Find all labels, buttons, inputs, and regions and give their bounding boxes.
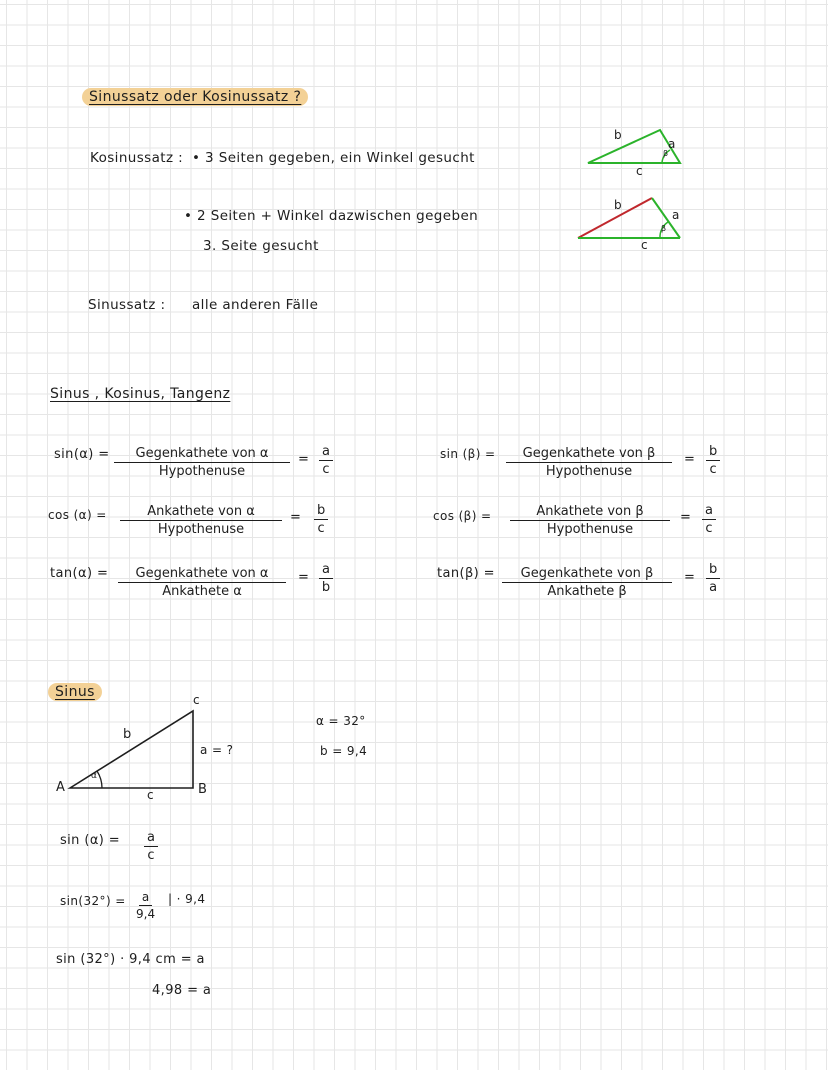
cos-alpha-equals: = (290, 510, 302, 525)
step-1-label: sin (α) = (60, 833, 121, 848)
step-3: sin (32°) · 9,4 cm = a (56, 952, 205, 967)
sinus-triangle-vertex-c: c (193, 693, 200, 707)
sinus-section-title: Sinus (48, 683, 102, 701)
sin-beta-label: sin (β) = (440, 447, 496, 461)
given-b: b = 9,4 (320, 744, 368, 758)
given-alpha: α = 32° (316, 714, 366, 728)
section-2-title: Sinus , Kosinus, Tangenz (50, 386, 231, 402)
cos-alpha-ratio-numerator: b (314, 503, 328, 520)
cos-beta-denominator: Hypothenuse (546, 522, 634, 537)
sin-alpha-denominator: Hypothenuse (158, 464, 246, 479)
sin-alpha-ratio-numerator: a (319, 444, 333, 461)
cos-beta-ratio-numerator: a (702, 503, 716, 520)
step-2-label: sin(32°) = (60, 894, 126, 908)
sinus-triangle-vertex-a: A (56, 780, 66, 795)
triangle-2-label-c: c (641, 238, 648, 252)
sinus-triangle-shape (70, 711, 193, 788)
sinussatz-label: Sinussatz : (88, 297, 166, 313)
step-1-fraction (144, 830, 158, 863)
sinus-triangle-vertex-b: B (198, 782, 208, 797)
kosinussatz-case-2-line-1: • 2 Seiten + Winkel dazwischen gegeben (184, 208, 479, 224)
tan-alpha-label: tan(α) = (50, 566, 109, 581)
kosinussatz-case-1: • 3 Seiten gegeben, ein Winkel gesucht (192, 150, 475, 166)
sin-beta-equals: = (684, 452, 696, 467)
sinus-triangle-side-b: b (123, 727, 132, 742)
tan-beta-label: tan(β) = (437, 566, 495, 581)
page-title: Sinussatz oder Kosinussatz ? (82, 88, 308, 106)
tan-alpha-denominator: Ankathete α (162, 584, 242, 599)
sin-alpha-numerator: Gegenkathete von α (114, 446, 290, 463)
kosinussatz-label: Kosinussatz : (90, 150, 184, 166)
tan-beta-numerator: Gegenkathete von β (502, 566, 672, 583)
kosinussatz-case-2-line-2: 3. Seite gesucht (203, 238, 319, 254)
cos-beta-equals: = (680, 510, 692, 525)
triangle-2-label-b: b (614, 198, 623, 212)
cos-beta-ratio-denominator: c (705, 521, 713, 536)
sin-alpha-equals: = (298, 452, 310, 467)
tan-alpha-equals: = (298, 570, 310, 585)
sin-beta-numerator: Gegenkathete von β (506, 446, 672, 463)
triangle-2-label-a: a (672, 208, 680, 222)
sinus-triangle-side-a: a = ? (200, 743, 234, 757)
sin-alpha-ratio-denominator: c (322, 462, 330, 477)
step-2-denominator: 9,4 (136, 907, 156, 921)
triangle-2-label-beta: β (661, 224, 667, 233)
cos-alpha-ratio-denominator: c (317, 521, 325, 536)
triangle-1-label-c: c (636, 164, 643, 178)
tan-beta-ratio-denominator: a (709, 580, 718, 595)
sin-alpha-label: sin(α) = (54, 447, 110, 462)
cos-alpha-label: cos (α) = (48, 508, 107, 522)
tan-beta-denominator: Ankathete β (547, 584, 627, 599)
sinussatz-text: alle anderen Fälle (192, 297, 319, 313)
sin-beta-denominator: Hypothenuse (545, 464, 633, 479)
tan-alpha-ratio-denominator: b (321, 580, 331, 595)
tan-beta-equals: = (684, 570, 696, 585)
sinus-triangle-alpha: α (91, 771, 98, 781)
step-2-operation: | · 9,4 (168, 892, 206, 906)
sinus-triangle-side-c: c (147, 788, 154, 802)
step-2-numerator: a (139, 890, 152, 906)
sin-beta-ratio-numerator: b (706, 444, 720, 461)
tan-alpha-numerator: Gegenkathete von α (118, 566, 286, 583)
cos-alpha-numerator: Ankathete von α (120, 504, 282, 521)
tan-beta-ratio-numerator: b (706, 562, 720, 579)
step-1-numerator: a (144, 830, 158, 847)
step-2-fraction (136, 890, 155, 921)
tan-alpha-ratio-numerator: a (319, 562, 333, 579)
sin-beta-ratio-denominator: c (709, 462, 717, 477)
step-4-result: 4,98 = a (152, 983, 212, 998)
sinus-triangle-angle-arc (97, 771, 102, 788)
triangle-1-label-a: a (668, 137, 676, 151)
cos-beta-numerator: Ankathete von β (510, 504, 670, 521)
cos-beta-label: cos (β) = (433, 509, 492, 523)
step-1-denominator: c (147, 848, 155, 863)
triangle-1-label-b: b (614, 128, 623, 142)
cos-alpha-denominator: Hypothenuse (157, 522, 245, 537)
triangle-1-label-beta: β (663, 149, 669, 158)
